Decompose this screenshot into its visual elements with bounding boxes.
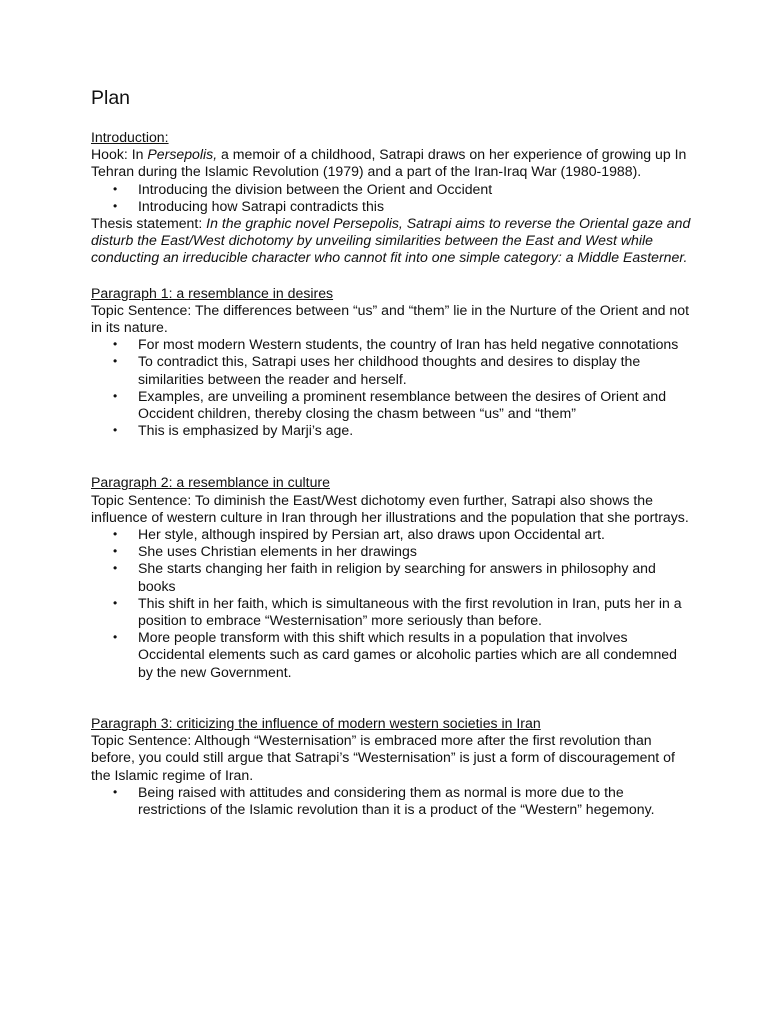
- thesis-italic: In the graphic novel Persepolis, Satrapi aims to reverse the Oriental gaze and disturb the East/West dichotomy by unveiling similarities between the East and West while conducting an irreducible character who cannot fit into one simple category: a Middle Easterner.: [91, 215, 691, 266]
- paragraph-3-topic: Topic Sentence: Although “Westernisation” is embraced more after the first revolution than before, you could still argue that Satrapi’s “Westernisation” is just a form of discouragement of the Islamic regime of Iran.: [91, 732, 675, 783]
- bullet-icon: •: [113, 198, 118, 213]
- list-item-text: She uses Christian elements in her drawings: [138, 543, 417, 560]
- bullet-icon: •: [113, 561, 118, 576]
- list-item-text: She starts changing her faith in religion by searching for answers in philosophy and books: [138, 560, 656, 594]
- list-item-text: Introducing the division between the Orient and Occident: [138, 180, 493, 197]
- list-item-text: Introducing how Satrapi contradicts this: [138, 197, 384, 214]
- bullet-icon: •: [113, 527, 118, 542]
- paragraph-3-section: [91, 715, 691, 818]
- list-item: [91, 181, 691, 198]
- document-page: [91, 86, 691, 818]
- page-title: Plan: [91, 87, 131, 109]
- list-item: [91, 353, 691, 387]
- list-item: [91, 336, 691, 353]
- list-item: [91, 526, 691, 543]
- paragraph-1-section: [91, 285, 691, 440]
- bullet-icon: •: [113, 181, 118, 196]
- list-item-text: More people transform with this shift which results in a population that involves Occidental elements such as card games or alcoholic parties which are all condemned by the new Government.: [138, 629, 677, 680]
- hook-rest: a memoir of a childhood, Satrapi draws on her experience of growing up In Tehran during the Islamic Revolution (1979) and a part of the Iran-Iraq War (1980-1988).: [91, 146, 687, 180]
- paragraph-2-topic: Topic Sentence: To diminish the East/West dichotomy even further, Satrapi also shows the influence of western culture in Iran through her illustrations and the population that she portrays.: [91, 491, 689, 525]
- paragraph-1-bullet-list: [91, 336, 691, 439]
- list-item: [91, 629, 691, 681]
- paragraph-1-heading: Paragraph 1: a resemblance in desires: [91, 284, 334, 301]
- hook-title-italic: Persepolis,: [147, 146, 218, 163]
- paragraph-3-bullet-list: [91, 784, 691, 818]
- bullet-icon: •: [113, 544, 118, 559]
- list-item: [91, 595, 691, 629]
- thesis-prefix: Thesis statement:: [91, 215, 207, 232]
- paragraph-2-heading: Paragraph 2: a resemblance in culture: [91, 474, 330, 491]
- list-item: [91, 784, 691, 818]
- list-item-text: To contradict this, Satrapi uses her childhood thoughts and desires to display the similarities between the reader and herself.: [138, 353, 641, 387]
- list-item: [91, 560, 691, 594]
- list-item: [91, 198, 691, 215]
- list-item-text: This shift in her faith, which is simultaneous with the first revolution in Iran, puts her in a position to embrace “Westernisation” more seriously than before.: [138, 594, 682, 629]
- list-item: [91, 422, 691, 439]
- bullet-icon: •: [113, 354, 118, 369]
- paragraph-1-topic: Topic Sentence: The differences between “us” and “them” lie in the Nurture of the Orient and not in its nature.: [91, 301, 690, 336]
- bullet-icon: •: [113, 388, 118, 403]
- bullet-icon: •: [113, 423, 118, 438]
- list-item-text: This is emphasized by Marji’s age.: [138, 422, 354, 439]
- list-item-text: Examples, are unveiling a prominent resemblance between the desires of Orient and Occident children, thereby closing the chasm between “us” and “them”: [138, 387, 667, 422]
- introduction-heading: Introduction:: [91, 129, 169, 145]
- introduction-section: [91, 129, 691, 267]
- introduction-bullet-list: [91, 181, 691, 215]
- thesis-statement: [91, 215, 691, 267]
- paragraph-2-bullet-list: [91, 526, 691, 681]
- list-item-text: Being raised with attitudes and considering them as normal is more due to the restrictions of the Islamic revolution than it is a product of the “Western” hegemony.: [138, 783, 655, 817]
- paragraph-3-heading: Paragraph 3: criticizing the influence of modern western societies in Iran: [91, 714, 541, 731]
- list-item: [91, 388, 691, 422]
- list-item-text: Her style, although inspired by Persian art, also draws upon Occidental art.: [138, 526, 605, 543]
- hook-text: [91, 146, 691, 180]
- list-item-text: For most modern Western students, the country of Iran has held negative connotations: [138, 336, 679, 353]
- paragraph-2-section: [91, 474, 691, 680]
- bullet-icon: •: [113, 784, 118, 799]
- bullet-icon: •: [113, 630, 118, 645]
- hook-prefix: Hook: In: [91, 146, 148, 163]
- list-item: [91, 543, 691, 560]
- bullet-icon: •: [113, 337, 118, 352]
- bullet-icon: •: [113, 595, 118, 610]
